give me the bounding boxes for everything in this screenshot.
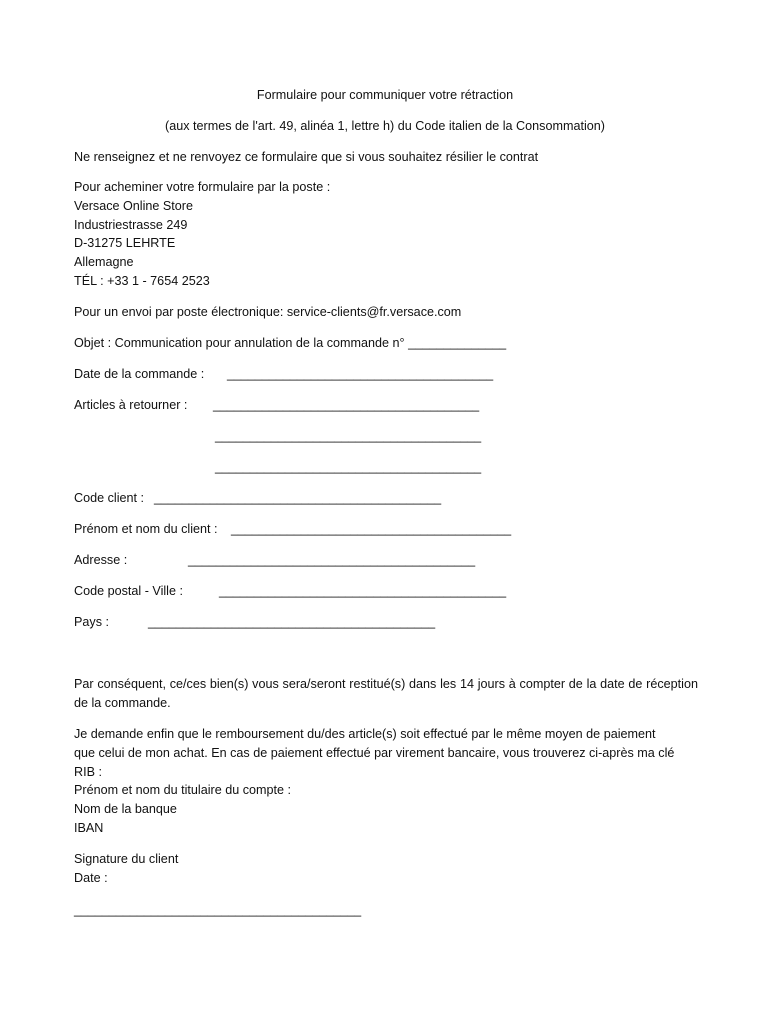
refund-line-holder: Prénom et nom du titulaire du compte : [74,783,292,798]
articles-blank-2[interactable]: ______________________________________ [215,429,482,443]
articles-label: Articles à retourner : [74,398,188,412]
articles-blank-1[interactable]: ______________________________________ [213,398,480,412]
objet-blank[interactable]: ______________ [408,336,507,350]
refund-line-1: Je demande enfin que le remboursement du/des article(s) soit effectué par le même moyen de paiement [74,727,656,741]
postal-line-country: Allemagne [74,255,134,270]
form-subtitle: (aux termes de l'art. 49, alinéa 1, lettre h) du Code italien de la Consommation) [165,119,605,133]
pays-blank[interactable]: _________________________________________ [148,615,436,629]
postal-address-block [74,178,330,291]
refund-line-rib: RIB : [74,764,102,779]
code-client-label: Code client : [74,491,145,505]
restitution-paragraph: Par conséquent, ce/ces bien(s) vous sera/seront restitué(s) dans les 14 jours à compter de la date de réception de la commande. [74,677,698,710]
refund-paragraph [74,725,674,838]
adresse-blank[interactable]: _________________________________________ [188,553,476,567]
nom-client-blank[interactable]: ________________________________________ [231,522,512,536]
postal-line-phone: TÉL : +33 1 - 7654 2523 [74,273,210,288]
code-postal-label: Code postal - Ville : [74,584,183,598]
nom-client-label: Prénom et nom du client : [74,522,218,536]
articles-blank-3[interactable]: ______________________________________ [215,460,482,474]
form-title: Formulaire pour communiquer votre rétraction [256,88,514,102]
instruction-text: Ne renseignez et ne renvoyez ce formulaire que si vous souhaitez résilier le contrat [74,150,539,164]
objet-label: Objet : Communication pour annulation de la commande n° [74,336,405,350]
refund-line-iban: IBAN [74,820,104,835]
postal-intro: Pour acheminer votre formulaire par la poste : [74,180,331,194]
postal-line-company: Versace Online Store [74,198,194,213]
signature-block [74,850,178,888]
date-commande-blank[interactable]: ______________________________________ [227,367,494,381]
code-client-blank[interactable]: _________________________________________ [154,491,442,505]
email-line: Pour un envoi par poste électronique: service-clients@fr.versace.com [74,305,462,319]
refund-line-bank: Nom de la banque [74,802,177,817]
refund-line-2: que celui de mon achat. En cas de paiement effectué par virement bancaire, vous trouverez ci-après ma clé [74,745,675,760]
postal-line-city: D-31275 LEHRTE [74,236,176,251]
adresse-label: Adresse : [74,553,128,567]
postal-line-street: Industriestrasse 249 [74,217,188,232]
signature-blank[interactable]: _________________________________________ [74,903,362,917]
signature-date-label: Date : [74,870,108,885]
date-commande-label: Date de la commande : [74,367,205,381]
signature-label: Signature du client [74,852,179,866]
pays-label: Pays : [74,615,109,629]
objet-field [74,335,506,351]
code-postal-blank[interactable]: _________________________________________ [219,584,507,598]
